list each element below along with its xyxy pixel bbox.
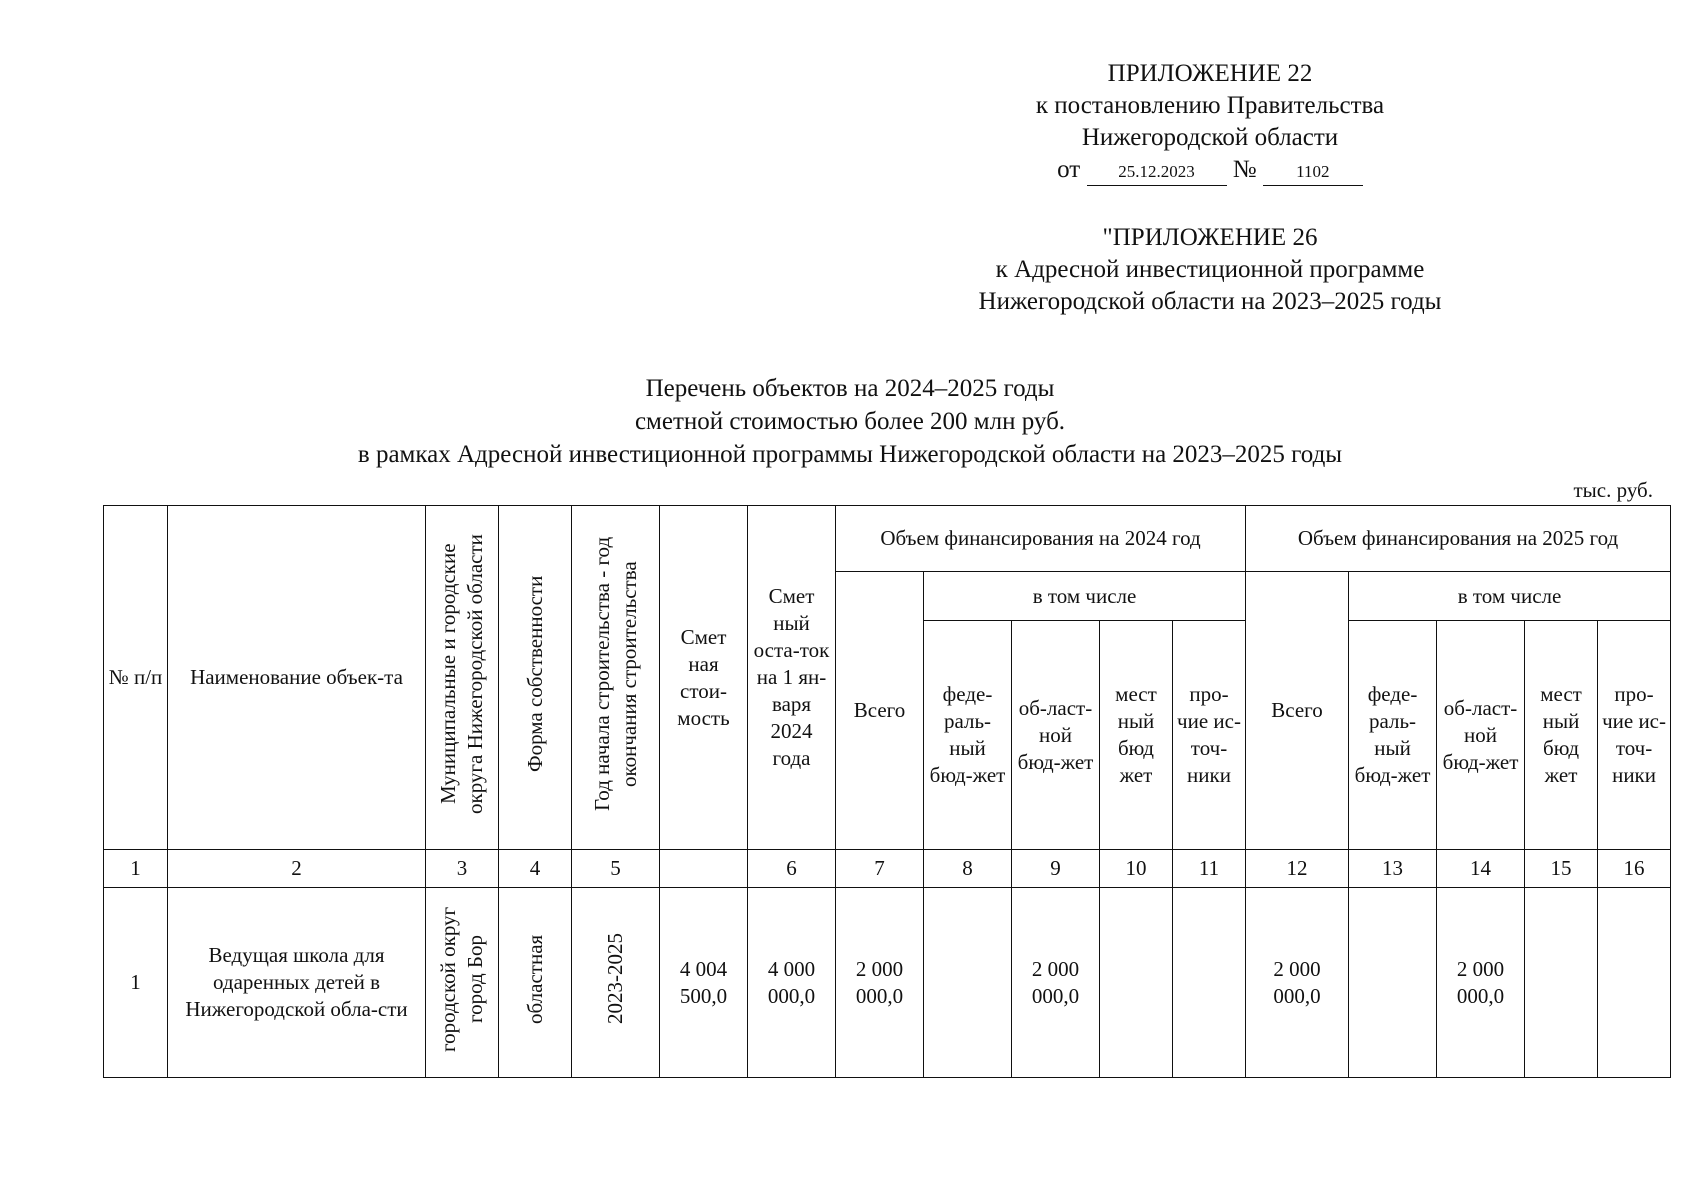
appendix-region: Нижегородской области (1081, 124, 1339, 151)
cell-num: 1 (104, 888, 168, 1078)
column-number: 3 (426, 850, 499, 888)
program-appendix-title: "ПРИЛОЖЕНИЕ 26 (1102, 224, 1318, 251)
header-financing-2025: Объем финансирования на 2025 год (1246, 506, 1671, 572)
column-number: 1 (104, 850, 168, 888)
header-total-2024: Всего (836, 572, 924, 850)
cell-federal-2024 (924, 888, 1012, 1078)
cell-cost: 4 004 500,0 (660, 888, 748, 1078)
cell-local-2025 (1525, 888, 1598, 1078)
header-federal-2025: феде-раль-ный бюд-жет (1349, 621, 1437, 850)
header-other-2025: про-чие ис-точ-ники (1598, 621, 1671, 850)
cell-municipality: городской округ город Бор (426, 888, 499, 1078)
column-number: 10 (1100, 850, 1173, 888)
objects-table (103, 505, 1671, 1078)
table-row (104, 888, 1671, 1078)
cell-object-name: Ведущая школа для одаренных детей в Нижегородской обла-сти (168, 888, 426, 1078)
column-number: 16 (1598, 850, 1671, 888)
header-other-2024: про-чие ис-точ-ники (1173, 621, 1246, 850)
header-financing-2024: Объем финансирования на 2024 год (836, 506, 1246, 572)
cell-total-2024: 2 000 000,0 (836, 888, 924, 1078)
cell-other-2024 (1173, 888, 1246, 1078)
cell-federal-2025 (1349, 888, 1437, 1078)
column-number: 4 (499, 850, 572, 888)
header-regional-2024: об-ласт-ной бюд-жет (1012, 621, 1100, 850)
column-number: 5 (572, 850, 660, 888)
header-including-2024: в том числе (924, 572, 1246, 621)
cell-remainder: 4 000 000,0 (748, 888, 836, 1078)
cell-years: 2023-2025 (572, 888, 660, 1078)
column-number: 12 (1246, 850, 1349, 888)
program-appendix-subtitle: к Адресной инвестиционной программе (995, 256, 1425, 283)
header-including-2025: в том числе (1349, 572, 1671, 621)
column-number (660, 850, 748, 888)
decree-number: 1102 (1263, 161, 1363, 186)
appendix-title: ПРИЛОЖЕНИЕ 22 (1107, 60, 1313, 87)
header-row-1 (104, 506, 1671, 572)
header-federal-2024: феде-раль-ный бюд-жет (924, 621, 1012, 850)
title-line-1: Перечень объектов на 2024–2025 годы (645, 375, 1055, 402)
column-number: 11 (1173, 850, 1246, 888)
program-appendix-header (900, 222, 1520, 318)
cell-regional-2025: 2 000 000,0 (1437, 888, 1525, 1078)
header-name: Наименование объек-та (168, 506, 426, 850)
cell-regional-2024: 2 000 000,0 (1012, 888, 1100, 1078)
header-cost: Смет ная стои-мость (660, 506, 748, 850)
cell-local-2024 (1100, 888, 1173, 1078)
document-title (200, 372, 1500, 471)
cell-ownership: областная (499, 888, 572, 1078)
decree-date: 25.12.2023 (1087, 161, 1227, 186)
header-municipality: Муниципальные и городские округа Нижегородской области (426, 506, 499, 850)
column-number: 8 (924, 850, 1012, 888)
header-local-2024: мест ный бюд жет (1100, 621, 1173, 850)
column-number: 14 (1437, 850, 1525, 888)
units-label: тыс. руб. (1573, 478, 1653, 502)
program-appendix-period: Нижегородской области на 2023–2025 годы (978, 288, 1442, 315)
date-prefix: от (1057, 156, 1081, 183)
column-number: 13 (1349, 850, 1437, 888)
column-number: 6 (748, 850, 836, 888)
header-num: № п/п (104, 506, 168, 850)
cell-total-2025: 2 000 000,0 (1246, 888, 1349, 1078)
column-number: 9 (1012, 850, 1100, 888)
header-remainder: Смет ный оста-ток на 1 ян-варя 2024 года (748, 506, 836, 850)
header-ownership: Форма собственности (499, 506, 572, 850)
header-local-2025: мест ный бюд жет (1525, 621, 1598, 850)
header-total-2025: Всего (1246, 572, 1349, 850)
appendix-header (900, 58, 1520, 186)
decree-date-line (900, 154, 1520, 186)
title-line-2: сметной стоимостью более 200 млн руб. (634, 408, 1066, 435)
header-years: Год начала строительства - год окончания строительства (572, 506, 660, 850)
column-number: 2 (168, 850, 426, 888)
appendix-subtitle: к постановлению Правительства (1035, 92, 1385, 119)
column-number-row (104, 850, 1671, 888)
column-number: 15 (1525, 850, 1598, 888)
header-regional-2025: об-ласт-ной бюд-жет (1437, 621, 1525, 850)
title-line-3: в рамках Адресной инвестиционной программы Нижегородской области на 2023–2025 годы (357, 441, 1343, 468)
number-label: № (1232, 156, 1257, 183)
cell-other-2025 (1598, 888, 1671, 1078)
column-number: 7 (836, 850, 924, 888)
